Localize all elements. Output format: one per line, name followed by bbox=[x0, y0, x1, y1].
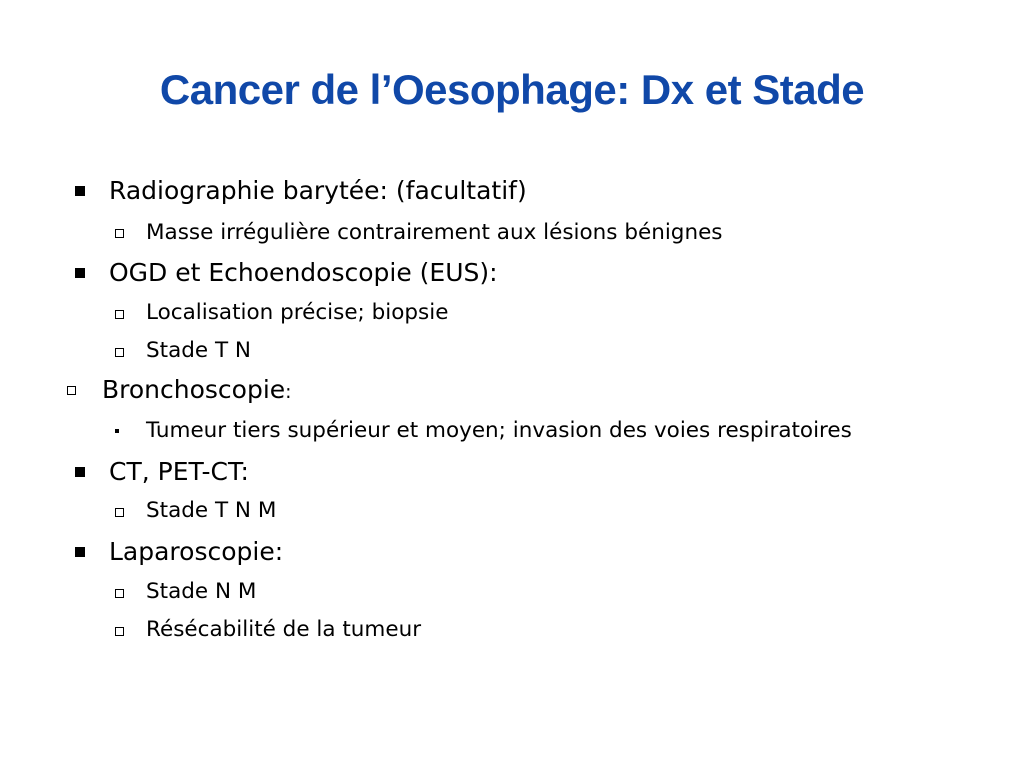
slide-title: Cancer de l’Oesophage: Dx et Stade bbox=[159, 66, 865, 113]
small-filled-square-icon bbox=[115, 429, 119, 433]
bullet-item-ogd: OGD et Echoendoscopie (EUS): bbox=[109, 258, 498, 287]
hollow-square-icon bbox=[115, 348, 124, 357]
bullet-item-laparoscopie: Laparoscopie: bbox=[109, 537, 284, 566]
hollow-square-icon bbox=[115, 310, 124, 319]
filled-square-icon bbox=[75, 186, 85, 196]
sub-item-masse: Masse irrégulière contrairement aux lésions bénignes bbox=[146, 220, 723, 245]
bronchoscopie-label: Bronchoscopie bbox=[102, 375, 286, 404]
filled-square-icon bbox=[75, 467, 85, 477]
filled-square-icon bbox=[75, 268, 85, 278]
hollow-square-icon bbox=[67, 386, 76, 395]
hollow-square-icon bbox=[115, 627, 124, 636]
bronchoscopie-colon: : bbox=[285, 381, 292, 403]
sub-item-resecabilite: Résécabilité de la tumeur bbox=[146, 617, 422, 642]
bullet-item-radiographie: Radiographie barytée: (facultatif) bbox=[109, 176, 527, 205]
sub-item-stade-tn: Stade T N bbox=[146, 338, 252, 363]
bullet-item-bronchoscopie bbox=[102, 375, 292, 404]
sub-item-stade-tnm: Stade T N M bbox=[146, 498, 277, 523]
hollow-square-icon bbox=[115, 589, 124, 598]
hollow-square-icon bbox=[115, 508, 124, 517]
sub-item-localisation: Localisation précise; biopsie bbox=[146, 300, 449, 325]
sub-item-stade-nm: Stade N M bbox=[146, 579, 257, 604]
hollow-square-icon bbox=[115, 229, 124, 238]
filled-square-icon bbox=[75, 547, 85, 557]
sub-item-tumeur-tiers: Tumeur tiers supérieur et moyen; invasion des voies respiratoires bbox=[146, 418, 852, 443]
bullet-item-ct-petct: CT, PET-CT: bbox=[109, 457, 249, 486]
